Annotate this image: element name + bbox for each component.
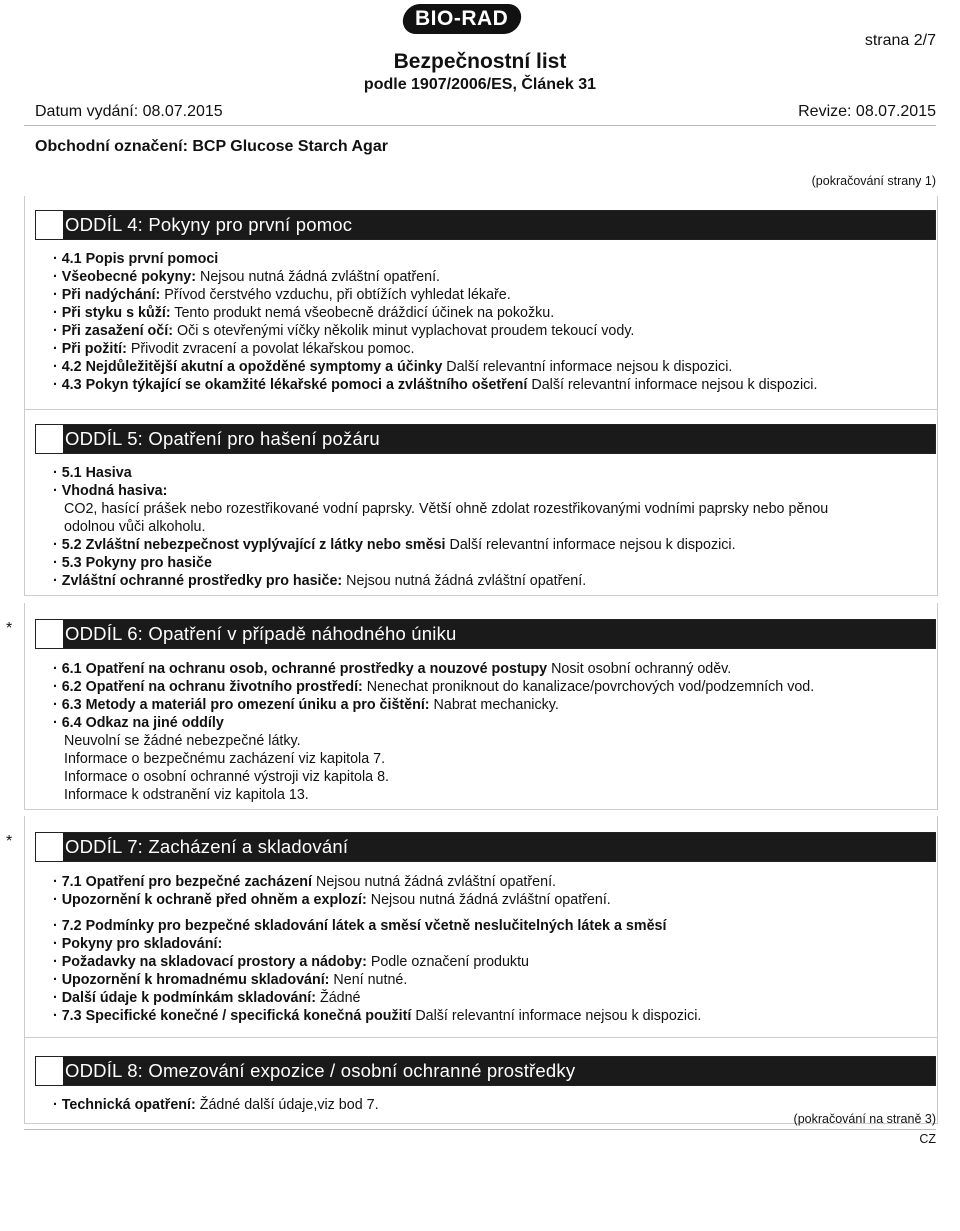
s6-line: Informace k odstranění viz kapitola 13. bbox=[64, 787, 309, 803]
bio-rad-logo bbox=[401, 4, 523, 34]
s5-line: · Zvláštní ochranné prostředky pro hasiče: Nejsou nutná žádná zvláštní opatření. bbox=[53, 573, 587, 589]
s4-line: · Při styku s kůží: Tento produkt nemá všeobecně dráždicí účinek na pokožku. bbox=[53, 305, 555, 321]
s4-line: · Při požití: Přivodit zvracení a povolat lékařskou pomoc. bbox=[53, 341, 415, 357]
section-4-title: ODDÍL 4: Pokyny pro první pomoc bbox=[65, 214, 353, 235]
s6-line: · 6.2 Opatření na ochranu životního prostředí: Nenechat proniknout do kanalizace/povrchových vod/podzemních vod. bbox=[53, 679, 815, 695]
section-5-title: ODDÍL 5: Opatření pro hašení požáru bbox=[65, 428, 380, 449]
revision-date: Revize: 08.07.2015 bbox=[798, 103, 936, 120]
section-4-header bbox=[35, 210, 936, 240]
s7-line: · 7.3 Specifické konečné / specifická konečná použití Další relevantní informace nejsou k dispozici. bbox=[53, 1008, 702, 1024]
s7-line: · 7.1 Opatření pro bezpečné zacházení Nejsou nutná žádná zvláštní opatření. bbox=[53, 874, 557, 890]
change-marker: * bbox=[6, 620, 13, 637]
s8-line: · Technická opatření: Žádné další údaje,viz bod 7. bbox=[53, 1097, 379, 1113]
s7-line: · Další údaje k podmínkám skladování: Žádné bbox=[53, 990, 361, 1006]
section-7-title: ODDÍL 7: Zacházení a skladování bbox=[65, 836, 349, 857]
section-6-header bbox=[35, 619, 936, 649]
s7-line: · Upozornění k ochraně před ohněm a explozí: Nejsou nutná žádná zvláštní opatření. bbox=[53, 892, 611, 908]
issue-date: Datum vydání: 08.07.2015 bbox=[35, 103, 223, 120]
footer-divider bbox=[24, 1129, 936, 1130]
s4-line: · 4.3 Pokyn týkající se okamžité lékařské pomoci a zvláštního ošetření Další relevantní informace nejsou k dispozici. bbox=[53, 377, 818, 393]
continued-to: (pokračování na straně 3) bbox=[793, 1112, 936, 1126]
section-8-header bbox=[35, 1056, 936, 1086]
document-subtitle: podle 1907/2006/ES, Článek 31 bbox=[363, 76, 597, 93]
s6-line: · 6.3 Metody a materiál pro omezení úniku a pro čištění: Nabrat mechanicky. bbox=[53, 697, 559, 713]
s4-line: · Při zasažení očí: Oči s otevřenými víčky několik minut vyplachovat proudem tekoucí vody. bbox=[53, 323, 635, 339]
trade-name: Obchodní označení: BCP Glucose Starch Agar bbox=[35, 138, 388, 155]
s4-line: · Všeobecné pokyny: Nejsou nutná žádná zvláštní opatření. bbox=[53, 269, 441, 285]
page-number: strana 2/7 bbox=[864, 32, 936, 49]
s6-line: · 6.1 Opatření na ochranu osob, ochranné prostředky a nouzové postupy Nosit osobní ochranný oděv. bbox=[53, 661, 732, 677]
section-7-header bbox=[35, 832, 936, 862]
s7-line: · 7.2 Podmínky pro bezpečné skladování látek a směsí včetně neslučitelných látek a směsí bbox=[53, 918, 667, 934]
s4-line: · 4.1 Popis první pomoci bbox=[53, 251, 219, 267]
s5-line: · 5.1 Hasiva bbox=[53, 465, 132, 481]
s4-line: · 4.2 Nejdůležitější akutní a opožděné symptomy a účinky Další relevantní informace nejsou k dispozici. bbox=[53, 359, 733, 375]
continued-from: (pokračování strany 1) bbox=[811, 174, 936, 188]
s7-line: · Požadavky na skladovací prostory a nádoby: Podle označení produktu bbox=[53, 954, 529, 970]
s5-line: · Vhodná hasiva: bbox=[53, 483, 168, 499]
s4-line: · Při nadýchání: Přívod čerstvého vzduchu, při obtížích vyhledat lékaře. bbox=[53, 287, 511, 303]
section-8-title: ODDÍL 8: Omezování expozice / osobní ochranné prostředky bbox=[65, 1060, 576, 1081]
section-5-header bbox=[35, 424, 936, 454]
change-marker: * bbox=[6, 833, 13, 850]
s5-line: odolnou vůči alkoholu. bbox=[64, 519, 206, 535]
language-code: CZ bbox=[919, 1132, 936, 1146]
s5-line: · 5.2 Zvláštní nebezpečnost vyplývající z látky nebo směsi Další relevantní informace nejsou k dispozici. bbox=[53, 537, 736, 553]
document-title: Bezpečnostní list bbox=[393, 50, 567, 73]
s6-line: Informace o bezpečnému zacházení viz kapitola 7. bbox=[64, 751, 386, 767]
s6-line: · 6.4 Odkaz na jiné oddíly bbox=[53, 715, 224, 731]
section-6-title: ODDÍL 6: Opatření v případě náhodného úniku bbox=[65, 623, 457, 644]
s5-line: · 5.3 Pokyny pro hasiče bbox=[53, 555, 212, 571]
logo-text: BIO-RAD bbox=[415, 7, 509, 30]
s5-line: CO2, hasící prášek nebo rozestřikované vodní paprsky. Větší ohně zdolat rozestřikovanými vodními paprsky nebo pěnou bbox=[64, 501, 829, 517]
header-divider bbox=[24, 125, 936, 126]
s6-line: Informace o osobní ochranné výstroji viz kapitola 8. bbox=[64, 769, 390, 785]
s7-line: · Pokyny pro skladování: bbox=[53, 936, 223, 952]
s6-line: Neuvolní se žádné nebezpečné látky. bbox=[64, 733, 301, 749]
s7-line: · Upozornění k hromadnému skladování: Není nutné. bbox=[53, 972, 408, 988]
